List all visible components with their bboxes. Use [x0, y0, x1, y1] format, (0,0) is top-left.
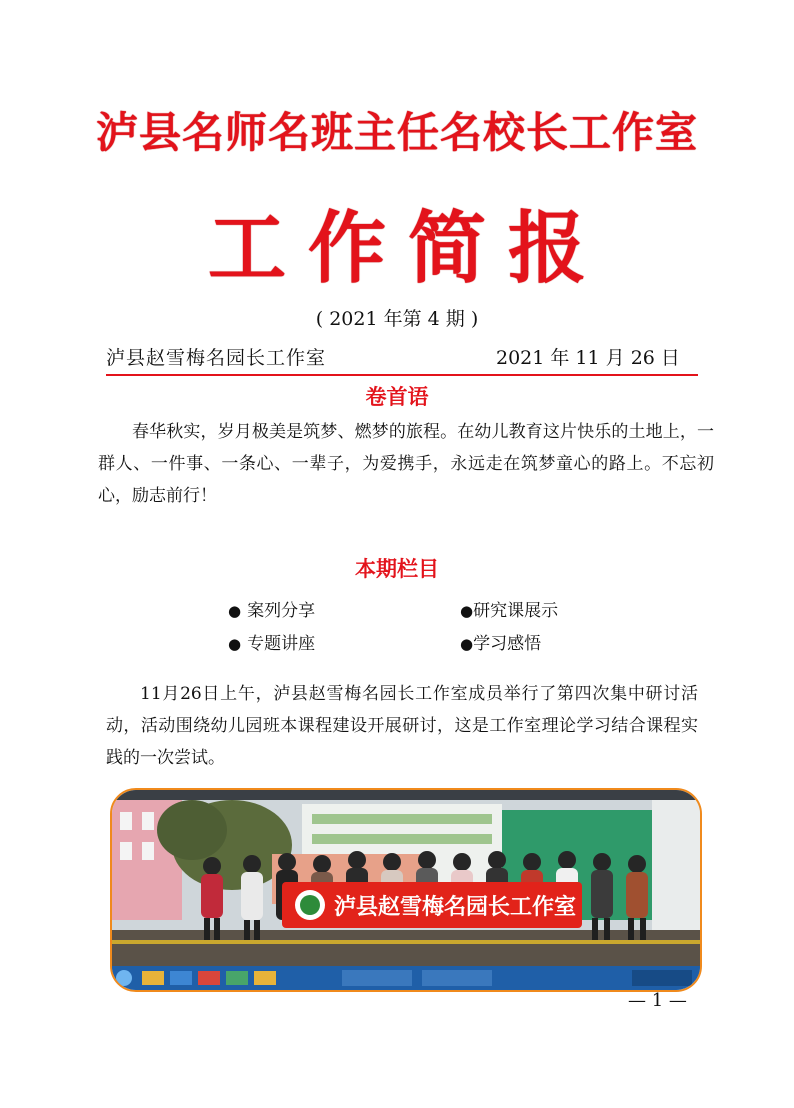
column-item: ● 专题讲座: [228, 634, 316, 654]
preface-paragraph: [98, 416, 714, 512]
group-photo: [110, 788, 702, 992]
brief-title: 工作简报: [207, 203, 608, 294]
group-photo-illustration: [112, 790, 700, 990]
column-item: ●学习感悟: [460, 634, 542, 654]
bullet-icon: ●: [228, 635, 242, 653]
publish-date: 2021 年 11 月 26 日: [496, 347, 680, 369]
bullet-icon: ●: [460, 635, 474, 653]
page-number: — 1 —: [628, 990, 687, 1011]
column-item: ●研究课展示: [460, 601, 559, 621]
header-divider: [106, 374, 698, 376]
report-text: 11月26日上午，泸县赵雪梅名园长工作室成员举行了第四次集中研讨活动，活动围绕幼儿园班本课程建设开展研讨，这是工作室理论学习结合课程实践的一次尝试。: [106, 684, 698, 768]
issue-number: ( 2021 年第 4 期 ): [315, 308, 479, 330]
preface-text: 春华秋实，岁月极美是筑梦、燃梦的旅程。在幼儿教育这片快乐的土地上，一群人、一件事、一条心、一辈子，为爱携手，永远走在筑梦童心的路上。不忘初心，励志前行！: [98, 422, 714, 506]
bullet-icon: ●: [460, 602, 474, 620]
studio-name: 泸县赵雪梅名园长工作室: [106, 347, 327, 369]
column-item: ● 案列分享: [228, 601, 316, 621]
banner-text: 泸县赵雪梅名园长工作室: [334, 895, 577, 920]
columns-heading: 本期栏目: [355, 557, 439, 581]
preface-heading: 卷首语: [365, 385, 429, 409]
report-paragraph: [106, 678, 698, 774]
org-title: 泸县名师名班主任名校长工作室: [95, 108, 698, 157]
bullet-icon: ●: [228, 602, 242, 620]
